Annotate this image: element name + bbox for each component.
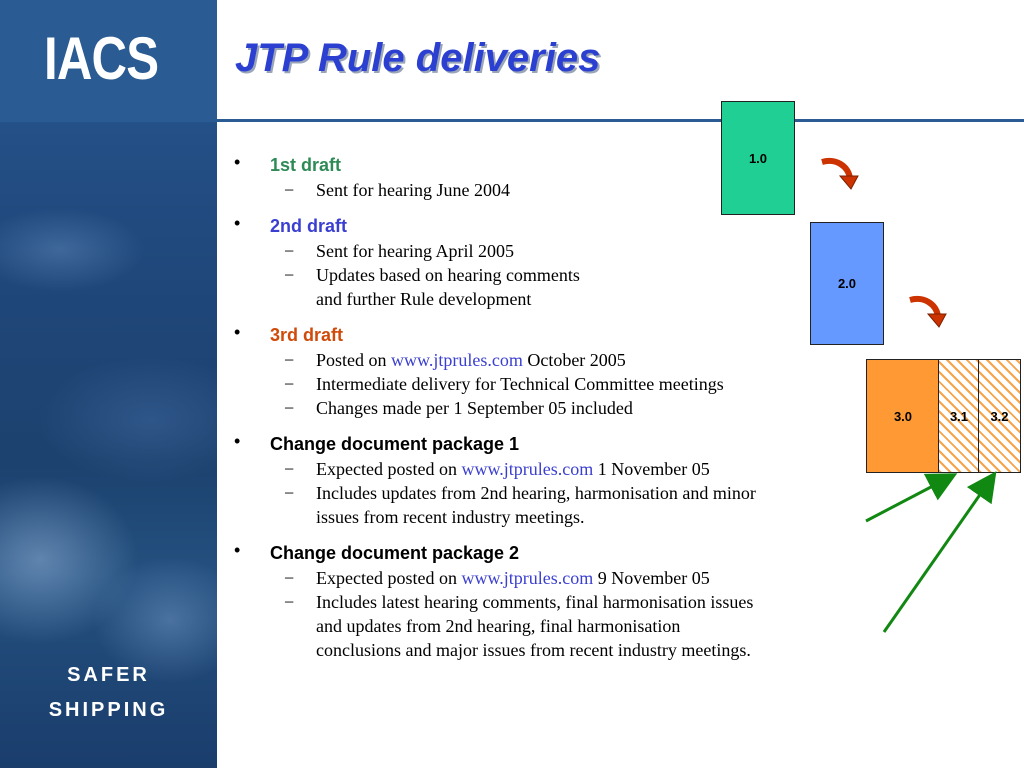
sub-item-continuation: and updates from 2nd hearing, final harmonisation xyxy=(316,616,681,636)
sub-item-text: Expected posted on xyxy=(316,568,462,588)
iacs-logo: IACS xyxy=(44,25,159,92)
dash-icon: − xyxy=(284,180,295,200)
curved-arrow-icon xyxy=(822,161,858,189)
version-box-3-2: 3.2 xyxy=(978,359,1021,473)
item-heading: Change document package 1 xyxy=(270,434,520,454)
bullet-icon: • xyxy=(234,152,241,172)
version-box-3-1: 3.1 xyxy=(938,359,980,473)
dash-icon: − xyxy=(284,374,295,394)
pointer-arrow-to-3-1 xyxy=(866,476,952,521)
sub-item-text: 1 November 05 xyxy=(593,459,710,479)
item-heading: Change document package 2 xyxy=(270,543,520,563)
item-heading: 2nd draft xyxy=(270,216,348,236)
sub-item-continuation: and further Rule development xyxy=(316,289,532,309)
tagline-shipping: SHIPPING xyxy=(48,699,169,721)
sub-item-text: Sent for hearing April 2005 xyxy=(316,241,514,261)
dash-icon: − xyxy=(284,265,295,285)
sub-item-text: Intermediate delivery for Technical Committee meetings xyxy=(316,374,724,394)
sub-item-text: Posted on xyxy=(316,350,392,370)
dash-icon: − xyxy=(284,241,295,261)
tagline-safer: SAFER xyxy=(67,664,150,686)
dash-icon: − xyxy=(284,592,295,612)
slide-title: JTP Rule deliveries xyxy=(235,36,601,80)
sub-item-text: Includes updates from 2nd hearing, harmonisation and minor xyxy=(316,483,756,503)
item-heading: 3rd draft xyxy=(270,325,344,345)
version-box-2-0: 2.0 xyxy=(810,222,884,345)
sub-item-text: Expected posted on xyxy=(316,459,462,479)
sub-item-continuation: conclusions and major issues from recent industry meetings. xyxy=(316,640,751,660)
bullet-icon: • xyxy=(234,322,241,342)
sub-item-text: Includes latest hearing comments, final harmonisation issues xyxy=(316,592,754,612)
version-box-1-0: 1.0 xyxy=(721,101,795,215)
curved-arrow-icon xyxy=(910,299,946,327)
dash-icon: − xyxy=(284,398,295,418)
version-box-3-0: 3.0 xyxy=(866,359,940,473)
sub-item-text: October 2005 xyxy=(522,350,626,370)
item-heading: 1st draft xyxy=(270,155,342,175)
dash-icon: − xyxy=(284,350,295,370)
jtprules-link[interactable]: www.jtprules.com xyxy=(461,568,594,588)
dash-icon: − xyxy=(284,459,295,479)
bullet-icon: • xyxy=(234,431,241,451)
bullet-icon: • xyxy=(234,540,241,560)
dash-icon: − xyxy=(284,483,295,503)
jtprules-link[interactable]: www.jtprules.com xyxy=(461,459,594,479)
dash-icon: − xyxy=(284,568,295,588)
bullet-icon: • xyxy=(234,213,241,233)
sub-item-text: Updates based on hearing comments xyxy=(316,265,580,285)
sub-item-text: Changes made per 1 September 05 included xyxy=(316,398,633,418)
sub-item-text: Sent for hearing June 2004 xyxy=(316,180,510,200)
sub-item-continuation: issues from recent industry meetings. xyxy=(316,507,585,527)
jtprules-link[interactable]: www.jtprules.com xyxy=(391,350,523,370)
sub-item-text: 9 November 05 xyxy=(593,568,710,588)
pointer-arrow-to-3-2 xyxy=(884,476,993,632)
